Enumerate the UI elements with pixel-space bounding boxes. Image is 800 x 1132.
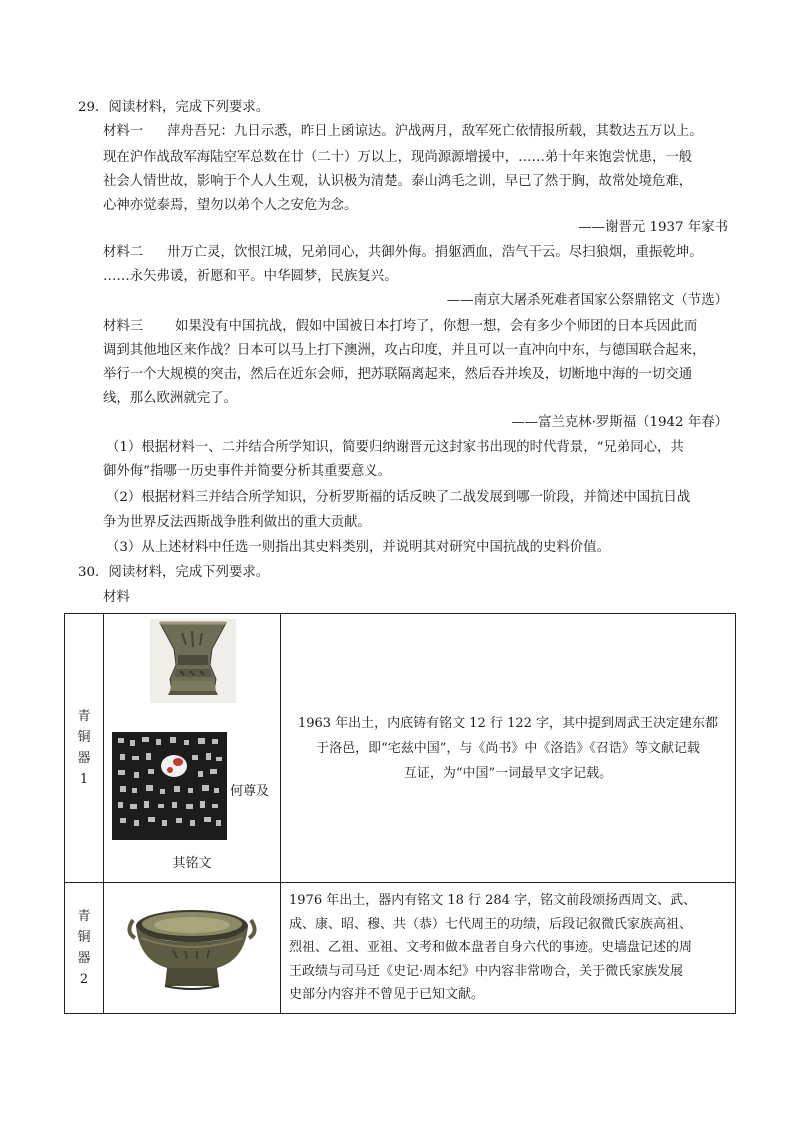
q30-material-label: 材料 <box>103 590 130 605</box>
row1-label-char: 1 <box>79 772 89 787</box>
q30-header: 30．阅读材料，完成下列要求。 <box>78 565 270 580</box>
row2-desc-line: 成、康、昭、穆、共（恭）七代周王的功绩，后段记叙微氏家族高祖、 <box>289 916 693 932</box>
row2-desc-line: 烈祖、乙祖、亚祖、文考和做本盘者自身六代的事迹。史墙盘记述的周 <box>289 940 693 955</box>
shi-qiang-pan-image <box>127 898 257 998</box>
q29-m1-source: ——谢晋元 1937 年家书 <box>578 220 728 235</box>
q29-m1-line-0 <box>103 121 728 143</box>
q29-m3-line-0 <box>103 316 728 338</box>
table-row <box>65 614 736 883</box>
q29-m2-line-0 <box>103 242 728 264</box>
row2-label-char: 青 <box>77 908 91 924</box>
m2-label: 材料二 <box>103 245 144 260</box>
q29-m3-source: ——富兰克林·罗斯福（1942 年春） <box>511 415 728 430</box>
row1-label-char: 器 <box>77 751 91 766</box>
q29-m3-line-3: 线，那么欧洲就完了。 <box>103 391 237 406</box>
row1-label <box>65 614 104 883</box>
row2-label <box>65 883 104 1014</box>
m2-text-0: 卅万亡灵，饮恨江城，兄弟同心，共御外侮。捐躯洒血，浩气干云。尽扫狼烟，重振乾坤。 <box>167 245 703 260</box>
q29-question-3: （3）从上述材料中任选一则指出其史料类别，并说明其对研究中国抗战的史料价值。 <box>106 540 610 555</box>
row1-label-char: 铜 <box>77 730 91 745</box>
q29-question-2b: 争为世界反法西斯战争胜利做出的重大贡献。 <box>103 515 371 530</box>
bronze-table <box>64 613 736 1014</box>
row2-label-char: 2 <box>79 971 89 987</box>
row2-desc-line: 史部分内容并不曾见于已知文献。 <box>289 987 485 1002</box>
row2-image-cell <box>104 883 281 1014</box>
table-row <box>65 883 736 1014</box>
row2-label-char: 器 <box>77 950 91 966</box>
q29-m2-line-1: ……永矢弗谖，祈愿和平。中华圆梦，民族复兴。 <box>103 269 398 284</box>
row2-desc-line: 1976 年出土，器内有铭文 18 行 284 字，铭文前段颂扬西周文、武、 <box>289 893 697 908</box>
row1-caption-bottom: 其铭文 <box>172 856 212 871</box>
inscription-rubbing-image <box>112 732 227 840</box>
q29-header: 29．阅读材料，完成下列要求。 <box>78 100 270 115</box>
q29-question-1a: （1）根据材料一、二并结合所学知识，简要归纳谢晋元这封家书出现的时代背景，“兄弟同心，共 <box>106 440 684 455</box>
m1-text-0: 萍舟吾兄：九日示悉，昨日上函谅达。沪战两月，敌军死亡依情报所载，其数达五万以上。 <box>167 124 703 139</box>
q29-question-2a: （2）根据材料三并结合所学知识，分析罗斯福的话反映了二战发展到哪一阶段，并简述中国抗日战 <box>106 490 691 505</box>
m1-label: 材料一 <box>103 124 144 139</box>
q29-m3-line-2: 举行一个大规模的突击，然后在近东会师，把苏联隔离起来，然后吞并埃及，切断地中海的一切交通 <box>103 367 693 382</box>
row2-desc-line: 王政绩与司马迁《史记·周本纪》中内容非常吻合，关于微氏家族发展 <box>289 963 684 979</box>
q29-m2-source: ——南京大屠杀死难者国家公祭鼎铭文（节选） <box>446 293 728 308</box>
q29-m1-line-2: 社会人情世故，影响于个人人生观，认识极为清楚。泰山鸿毛之训，早已了然于胸，故常处境危难， <box>103 174 693 189</box>
q29-m1-line-3: 心神亦觉泰焉，望勿以弟个人之安危为念。 <box>103 198 358 213</box>
m3-text-0: 如果没有中国抗战，假如中国被日本打垮了，你想一想，会有多少个师团的日本兵因此而 <box>175 319 698 334</box>
q29-question-1b: 御外侮”指哪一历史事件并简要分析其重要意义。 <box>103 464 392 479</box>
row1-label-char: 青 <box>77 709 91 724</box>
he-zun-vessel-image <box>150 619 236 703</box>
row1-caption-side: 何尊及 <box>230 784 270 799</box>
row1-desc-line: 互证，为“中国”一词最早文字记载。 <box>403 765 613 781</box>
row2-description <box>281 883 736 1014</box>
q29-m1-line-1: 现在沪作战敌军海陆空军总数在廿（二十）万以上，现尚源源增援中，……弟十年来饱尝忧患，一般 <box>103 150 693 165</box>
row1-image-cell <box>104 614 281 883</box>
row1-desc-line: 于洛邑，即“宅兹中国”，与《尚书》中《洛诰》《召诰》等文献记载 <box>316 740 700 756</box>
q29-m3-line-1: 调到其他地区来作战？日本可以马上打下澳洲，攻占印度，并且可以一直冲向中东，与德国联合起来， <box>103 343 706 358</box>
row1-image-box <box>104 614 280 882</box>
m3-label: 材料三 <box>103 319 144 334</box>
row2-label-char: 铜 <box>77 929 91 945</box>
row1-description <box>281 614 736 883</box>
row1-desc-line: 1963 年出土，内底铸有铭文 12 行 122 字，其中提到周武王决定建东都 <box>297 715 719 731</box>
